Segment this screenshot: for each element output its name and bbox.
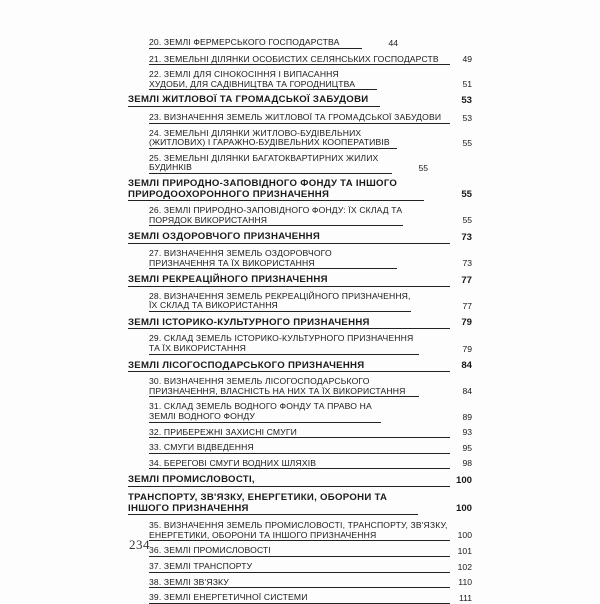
toc-section-page: 73: [461, 231, 472, 243]
toc-entry-title: 22. ЗЕМЛІ ДЛЯ СІНОКОСІННЯ І ВИПАСАННЯ ХУДОБИ, ДЛЯ САДІВНИЦТВА ТА ГОРОДНИЦТВА: [149, 70, 377, 90]
toc-entry-title: 26. ЗЕМЛІ ПРИРОДНО-ЗАПОВІДНОГО ФОНДУ: ЇХ СКЛАД ТА ПОРЯДОК ВИКОРИСТАННЯ: [149, 205, 403, 225]
toc-entry-page: 101: [457, 545, 472, 556]
table-of-contents: [128, 32, 472, 604]
toc-entry-title: 31. СКЛАД ЗЕМЕЛЬ ВОДНОГО ФОНДУ ТА ПРАВО НА ЗЕМЛІ ВОДНОГО ФОНДУ: [149, 402, 381, 422]
toc-entry: [128, 154, 428, 174]
toc-entry-page: 53: [462, 112, 472, 123]
toc-entry-title: 37. ЗЕМЛІ ТРАНСПОРТУ: [149, 562, 450, 573]
toc-entry: [128, 55, 472, 66]
toc-entry: [128, 206, 472, 226]
toc-entry: [128, 459, 472, 470]
toc-entry: [128, 377, 472, 397]
toc-section-title: ЗЕМЛІ ПРИРОДНО-ЗАПОВІДНОГО ФОНДУ ТА ІНШОГО ПРИРОДООХОРОННОГО ПРИЗНАЧЕННЯ: [128, 179, 424, 201]
toc-entry-page: 111: [458, 592, 472, 603]
toc-entry-title: 29. СКЛАД ЗЕМЕЛЬ ІСТОРИКО-КУЛЬТУРНОГО ПРИЗНАЧЕННЯ ТА ЇХ ВИКОРИСТАННЯ: [149, 334, 419, 354]
toc-section: [128, 95, 472, 107]
toc-section: [128, 361, 472, 373]
toc-entry-title: 25. ЗЕМЕЛЬНІ ДІЛЯНКИ БАГАТОКВАРТИРНИХ ЖИЛИХ БУДИНКІВ: [149, 154, 392, 174]
toc-entry-page: 44: [388, 37, 398, 48]
toc-entry-title: 21. ЗЕМЕЛЬНІ ДІЛЯНКИ ОСОБИСТИХ СЕЛЯНСЬКИХ ГОСПОДАРСТВ: [149, 55, 450, 66]
toc-entry: [128, 546, 472, 557]
toc-entry-title: 27. ВИЗНАЧЕННЯ ЗЕМЕЛЬ ОЗДОРОВЧОГО ПРИЗНАЧЕННЯ ТА ЇХ ВИКОРИСТАННЯ: [149, 249, 397, 269]
toc-entry-page: 73: [462, 258, 472, 269]
toc-section: [128, 493, 472, 515]
toc-entry: [128, 38, 398, 49]
toc-entry: [128, 292, 472, 312]
toc-entry-page: 84: [462, 386, 472, 397]
toc-entry: [128, 129, 472, 149]
toc-entry-page: 49: [462, 54, 472, 65]
toc-section-title: ТРАНСПОРТУ, ЗВ'ЯЗКУ, ЕНЕРГЕТИКИ, ОБОРОНИ ТА ІНШОГО ПРИЗНАЧЕННЯ: [128, 493, 418, 515]
toc-section: [128, 179, 472, 201]
toc-entry: [128, 578, 472, 589]
toc-entry: [128, 113, 472, 124]
toc-entry-title: 33. СМУГИ ВІДВЕДЕННЯ: [149, 443, 450, 454]
toc-entry-title: 36. ЗЕМЛІ ПРОМИСЛОВОСТІ: [149, 546, 450, 557]
toc-section: [128, 232, 472, 244]
toc-entry-title: 30. ВИЗНАЧЕННЯ ЗЕМЕЛЬ ЛІСОГОСПОДАРСЬКОГО ПРИЗНАЧЕННЯ, ВЛАСНІСТЬ НА НИХ ТА ЇХ ВИКОРИСТАННЯ: [149, 377, 419, 397]
toc-section-title: ЗЕМЛІ ОЗДОРОВЧОГО ПРИЗНАЧЕННЯ: [128, 232, 450, 244]
toc-section-page: 55: [461, 189, 472, 201]
toc-section-title: ЗЕМЛІ ІСТОРИКО-КУЛЬТУРНОГО ПРИЗНАЧЕННЯ: [128, 318, 450, 330]
toc-entry-page: 98: [462, 458, 472, 469]
toc-section-page: 77: [461, 274, 472, 286]
toc-entry-page: 55: [418, 162, 428, 173]
toc-section: [128, 475, 472, 487]
page-number: 234: [129, 537, 150, 552]
toc-section-title: ЗЕМЛІ РЕКРЕАЦІЙНОГО ПРИЗНАЧЕННЯ: [128, 275, 450, 287]
toc-entry-page: 95: [462, 442, 472, 453]
toc-entry-page: 55: [462, 215, 472, 226]
toc-entry: [128, 402, 472, 422]
toc-entry-title: 23. ВИЗНАЧЕННЯ ЗЕМЕЛЬ ЖИТЛОВОЇ ТА ГРОМАДСЬКОЇ ЗАБУДОВИ: [149, 113, 450, 124]
toc-section: [128, 318, 472, 330]
toc-section-title: ЗЕМЛІ ЛІСОГОСПОДАРСЬКОГО ПРИЗНАЧЕННЯ: [128, 361, 450, 373]
toc-entry-page: 77: [462, 300, 472, 311]
toc-entry-title: 20. ЗЕМЛІ ФЕРМЕРСЬКОГО ГОСПОДАРСТВА: [149, 38, 362, 49]
toc-section-page: 53: [461, 94, 472, 106]
toc-entry-page: 93: [462, 427, 472, 438]
toc-entry: [128, 334, 472, 354]
toc-entry: [128, 593, 472, 604]
toc-entry-page: 110: [458, 577, 472, 588]
toc-entry-page: 79: [462, 343, 472, 354]
toc-entry-page: 100: [457, 530, 472, 541]
toc-entry: [128, 562, 472, 573]
toc-entry-title: 34. БЕРЕГОВІ СМУГИ ВОДНИХ ШЛЯХІВ: [149, 459, 450, 470]
toc-entry-page: 102: [457, 561, 472, 572]
toc-section-page: 100: [455, 503, 472, 515]
toc-section: [128, 275, 472, 287]
toc-section-page: 79: [461, 317, 472, 329]
toc-entry-title: 28. ВИЗНАЧЕННЯ ЗЕМЕЛЬ РЕКРЕАЦІЙНОГО ПРИЗНАЧЕННЯ, ЇХ СКЛАД ТА ВИКОРИСТАННЯ: [149, 290, 411, 311]
toc-entry-page: 51: [462, 79, 472, 90]
toc-entry-title: 38. ЗЕМЛІ ЗВ'ЯЗКУ: [149, 578, 450, 589]
toc-entry-title: 39. ЗЕМЛІ ЕНЕРГЕТИЧНОЇ СИСТЕМИ: [149, 593, 450, 604]
toc-section-page: 100: [455, 475, 472, 486]
toc-entry-title: 24. ЗЕМЕЛЬНІ ДІЛЯНКИ ЖИТЛОВО-БУДІВЕЛЬНИХ (ЖИТЛОВИХ) І ГАРАЖНО-БУДІВЕЛЬНИХ КООПЕРАТИВІВ: [149, 129, 397, 149]
toc-entry: [128, 428, 472, 439]
toc-entry-title: 32. ПРИБЕРЕЖНІ ЗАХИСНІ СМУГИ: [149, 428, 450, 439]
toc-entry-page: 55: [462, 137, 472, 148]
toc-section-title: ЗЕМЛІ ЖИТЛОВОЇ ТА ГРОМАДСЬКОЇ ЗАБУДОВИ: [128, 95, 380, 107]
toc-section-page: 84: [461, 360, 472, 372]
toc-section-title: ЗЕМЛІ ПРОМИСЛОВОСТІ,: [128, 475, 450, 487]
toc-entry: [128, 70, 472, 90]
toc-entry: [128, 249, 472, 269]
toc-entry-page: 89: [462, 411, 472, 422]
toc-entry-title: 35. ВИЗНАЧЕННЯ ЗЕМЕЛЬ ПРОМИСЛОВОСТІ, ТРАНСПОРТУ, ЗВ'ЯЗКУ, ЕНЕРГЕТИКИ, ОБОРОНИ ТА ІНШОГО ПРИЗНАЧЕННЯ: [149, 521, 450, 541]
toc-entry: [128, 521, 472, 541]
toc-entry: [128, 443, 472, 454]
